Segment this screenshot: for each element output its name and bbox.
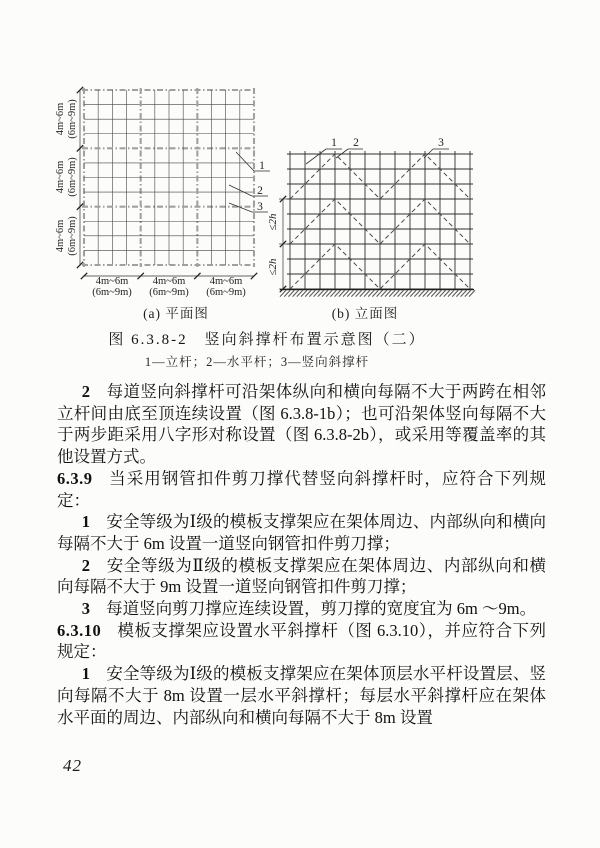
figure-legend: 1—立杆；2—水平杆；3—竖向斜撑杆 [144, 355, 370, 369]
figure-caption: 图 6.3.8-2 竖向斜撑杆布置示意图（二） [108, 332, 426, 348]
paragraph-number: 2 [81, 382, 91, 401]
step-height-label: ≤2h [267, 258, 279, 276]
elevation-callout-2: 2 [353, 137, 359, 149]
paragraph-text: 每道竖向斜撑杆可沿架体纵向和横向每隔不大于两跨在相邻立杆间由底至顶连续设置（图 6.3.8-1b）；也可沿架体竖向每隔不大于两步距采用八字形对称设置（图 6.3.8-2b），或采用等覆盖率的其他设置方式。 [57, 382, 546, 467]
page-number: 42 [63, 756, 82, 775]
plan-callout-3: 3 [257, 201, 263, 213]
plan-view-caption: (a) 平面图 [143, 306, 209, 321]
plan-col-label-alt: (6m~9m) [92, 287, 132, 298]
body-paragraph [57, 511, 546, 554]
body-paragraph [57, 381, 546, 468]
plan-row-label: 4m~6m [55, 219, 66, 253]
elevation-callout-1: 1 [331, 137, 337, 149]
plan-view-grid [82, 88, 256, 267]
leader-line [306, 149, 326, 164]
leader-line [336, 149, 348, 158]
leader-line [229, 185, 252, 196]
plan-callout-2: 2 [257, 185, 263, 197]
plan-col-label: 4m~6m [152, 276, 186, 287]
paragraph-number: 6.3.10 [57, 620, 102, 640]
plan-col-label-alt: (6m~9m) [149, 287, 189, 298]
leader-line [236, 152, 254, 171]
plan-row-label-alt: (6m~9m) [67, 216, 78, 256]
elevation-callout-3: 3 [438, 137, 444, 149]
plan-callout-1: 1 [259, 160, 265, 172]
body-paragraph [57, 468, 546, 511]
body-paragraph [57, 620, 546, 663]
paragraph-text: 安全等级为Ⅰ级的模板支撑架应在架体周边、内部纵向和横向每隔不大于 6m 设置一道竖向钢管扣件剪刀撑； [57, 512, 546, 553]
paragraph-number: 2 [81, 555, 91, 575]
step-height-label: ≤2h [267, 213, 279, 231]
elevation-dimension-lines [279, 196, 290, 292]
plan-col-label: 4m~6m [95, 276, 129, 287]
paragraph-text: 模板支撑架应设置水平斜撑杆（图 6.3.10），并应符合下列规定： [57, 620, 546, 662]
paragraph-number: 1 [81, 664, 91, 684]
body-text [57, 381, 546, 728]
paragraph-text: 当采用钢管扣件剪刀撑代替竖向斜撑杆时，应符合下列规定： [57, 468, 546, 510]
ground-hatch [280, 290, 475, 297]
plan-row-label: 4m~6m [55, 160, 66, 194]
plan-row-label-alt: (6m~9m) [67, 99, 78, 139]
figure-6-3-8-2 [0, 0, 600, 330]
paragraph-number: 6.3.9 [57, 468, 93, 488]
paragraph-text: 安全等级为Ⅱ级的模板支撑架应在架体周边、内部纵向和横向每隔不大于 9m 设置一道竖向钢管扣件剪刀撑； [57, 555, 546, 597]
elevation-grid [287, 151, 473, 290]
elevation-view-caption: (b) 立面图 [331, 306, 399, 321]
paragraph-text: 每道竖向剪刀撑应连续设置，剪刀撑的宽度宜为 6m ～9m。 [106, 599, 537, 619]
plan-col-label-alt: (6m~9m) [206, 287, 246, 298]
body-paragraph [57, 598, 546, 620]
plan-col-label: 4m~6m [209, 276, 243, 287]
body-paragraph [57, 555, 546, 598]
paragraph-text: 安全等级为Ⅰ级的模板支撑架应在架体顶层水平杆设置层、竖向每隔不大于 8m 设置一层水平斜撑杆；每层水平斜撑杆应在架体水平面的周边、内部纵向和横向每隔不大于 8m 设置 [57, 664, 546, 727]
plan-row-label-alt: (6m~9m) [67, 157, 78, 197]
paragraph-number: 3 [81, 599, 91, 619]
plan-row-label: 4m~6m [55, 102, 66, 136]
body-paragraph [57, 663, 546, 728]
paragraph-number: 1 [81, 512, 91, 532]
